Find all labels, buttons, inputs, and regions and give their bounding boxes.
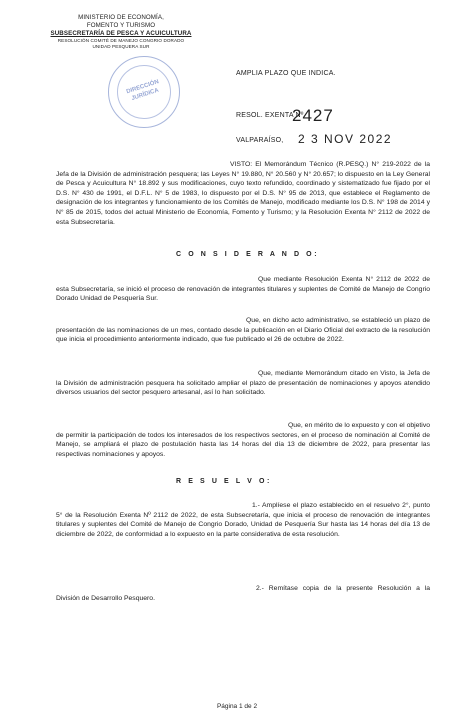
letterhead: [46, 14, 196, 50]
considerando-heading: C O N S I D E R A N D O:: [176, 251, 320, 258]
stamp-text: DIRECCIÓN JURÍDICA: [125, 79, 160, 103]
considerando-paragraph-4: Que, en mérito de lo expuesto y con el objetivo de permitir la participación de todos los interesados de los respectivos sectores, en el proceso de nominación al Comité de Manejo, se ampliará el plazo de postulación hasta las 14 horas del día 13 de diciembre de 2022, para presentar las respectivas nominaciones y apoyos.: [56, 422, 430, 458]
visto-paragraph: VISTO: El Memorándum Técnico (R.PESQ.) N° 219-2022 de la Jefa de la División de administración pesquera; las Leyes N° 19.880, N° 20.560 y N° 20.657; lo dispuesto en la Ley General de Pesca y Acuicultura N° 18.892 y sus modificaciones, cuyo texto refundido, coordinado y sistematizado fue fijado por el D.S. N° 430 de 1991, el D.F.L. N° 5 de 1983, lo dispuesto por el D.S. N° 95 de 2013, que establece el Reglamento de designación de los integrantes y funcionamiento de los Comités de Manejo, modificado mediante los D.S. N° 198 de 2014 y N° 85 de 2015, todos del actual Ministerio de Economía, Fomento y Turismo; y la Resolución Exenta N° 2112 de 2022 de esta Subsecretaría.: [56, 161, 430, 226]
resol-label: RESOL. EXENTA Nº: [236, 112, 304, 119]
resuelvo-paragraph-1: 1.- Amplíese el plazo establecido en el resuelvo 2°, punto 5° de la Resolución Exenta Nº 2112 de 2022, de esta Subsecretaría, que inicia el proceso de renovación de integrantes titulares y suplentes del Comité de Manejo de Congrio Dorado, Unidad de Pesquería Sur hasta las 14 horas del día 13 de diciembre de 2022, de conformidad a lo expuesto en la parte considerativa de esta resolución.: [56, 502, 430, 538]
letterhead-line-4: RESOLUCIÓN COMITÉ DE MANEJO CONGRIO DORADO: [57, 38, 185, 43]
resuelvo-paragraph-2: 2.- Remítase copia de la presente Resolución a la División de Desarrollo Pesquero.: [56, 585, 430, 602]
resuelvo-heading: R E S U E L V O:: [176, 478, 272, 485]
subsecretaria-line: SUBSECRETARÍA DE PESCA Y ACUICULTURA: [50, 30, 192, 37]
date-stamp: 2 3 NOV 2022: [298, 132, 393, 146]
place-label: VALPARAÍSO,: [236, 137, 284, 144]
considerando-paragraph-2: Que, en dicho acto administrativo, se estableció un plazo de presentación de las nominaciones de un mes, contado desde la publicación en el Diario Oficial del extracto de la resolución que inicia el procedimiento anteriormente indicado, que fue publicado el 26 de octubre de 2022.: [56, 317, 430, 344]
ministry-line-2: FOMENTO Y TURISMO: [86, 22, 156, 29]
page-number: Página 1 de 2: [216, 703, 258, 710]
letterhead-line-5: UNIDAD PESQUERA SUR: [92, 44, 150, 49]
ministry-line: MINISTERIO DE ECONOMÍA,: [78, 14, 164, 21]
considerando-paragraph-1: Que mediante Resolución Exenta N° 2112 de 2022 de esta Subsecretaría, se inició el proceso de renovación de integrantes titulares y suplentes de Comité de Manejo de Congrio Dorado Unidad de Pesquería Sur.: [56, 276, 430, 303]
resol-number: 2427: [292, 106, 334, 125]
materia-line: AMPLIA PLAZO QUE INDICA.: [236, 70, 336, 77]
juridica-stamp: [108, 56, 180, 128]
considerando-paragraph-3: Que, mediante Memorándum citado en Visto, la Jefa de la División de administración pesquera ha solicitado ampliar el plazo de presentación de nominaciones y apoyos atendido diversos usuarios del sector pesquero artesanal, así lo han solicitado.: [56, 370, 430, 397]
